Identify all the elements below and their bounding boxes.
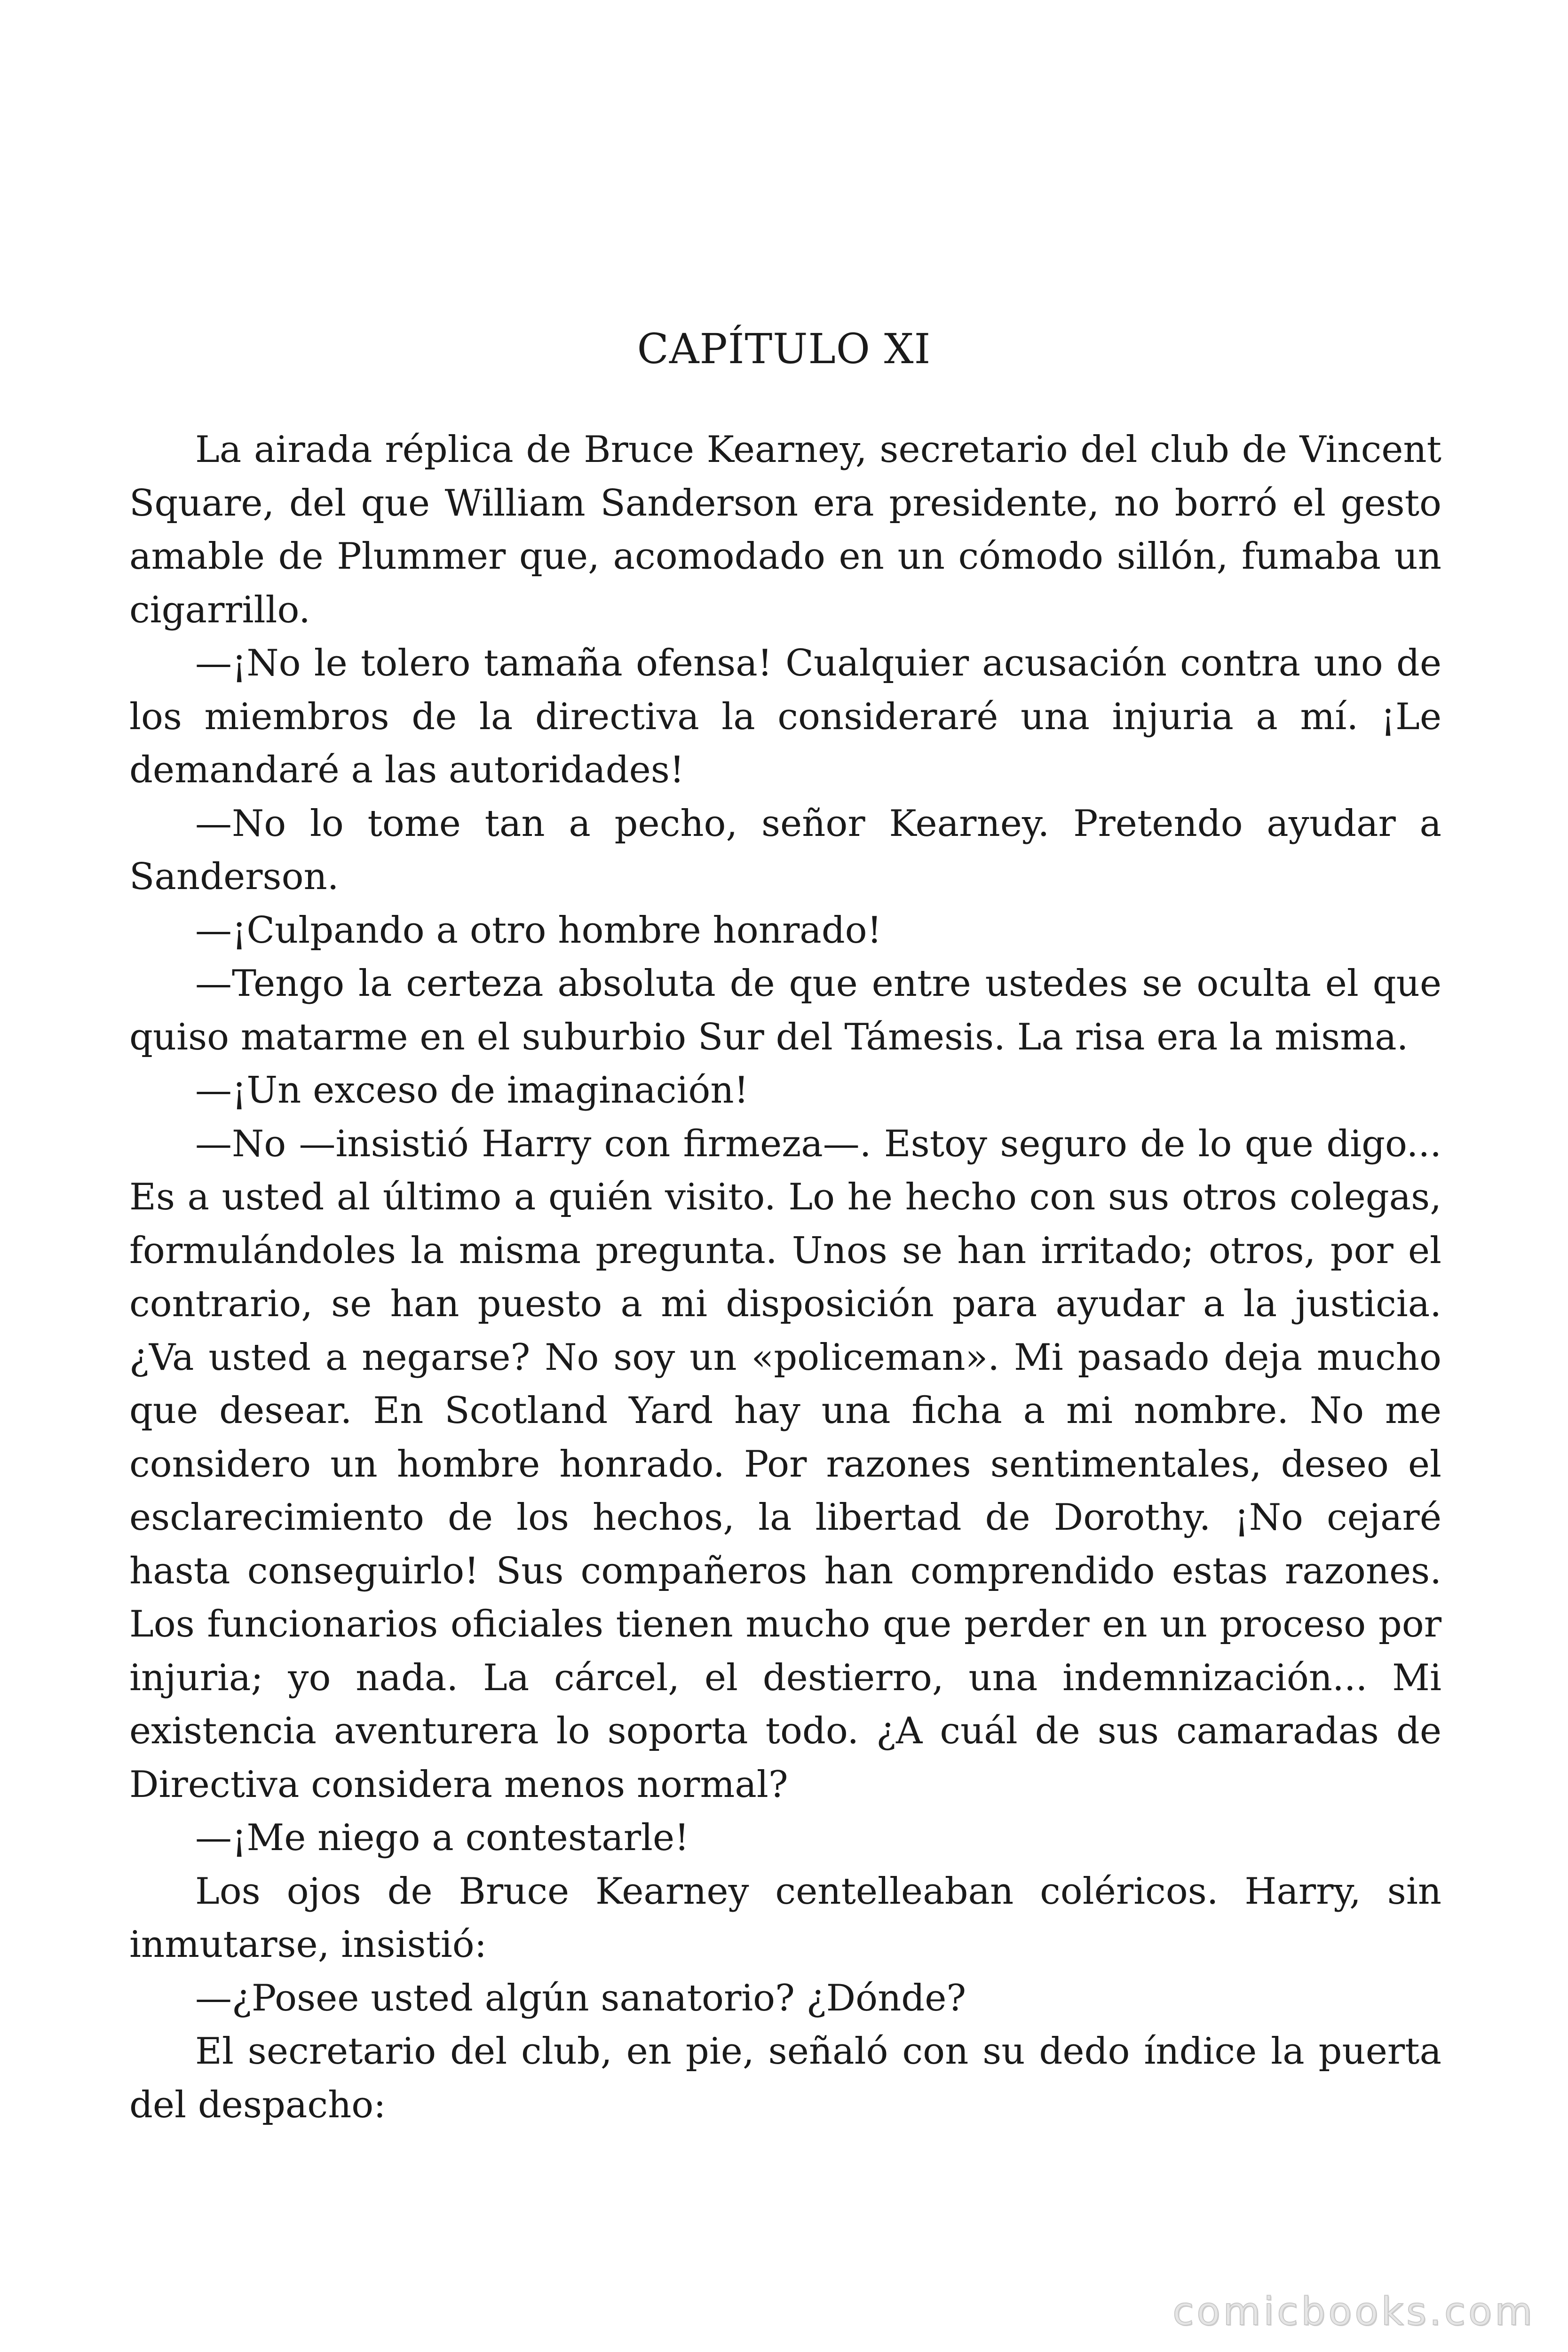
paragraph: —¿Posee usted algún sanatorio? ¿Dónde? [195,1977,966,2019]
paragraph: —No lo tome tan a pecho, señor Kearney. Pretendo ayudar a Sanderson. [129,802,1441,898]
chapter-title: CAPÍTULO XI [637,325,931,373]
paragraph: —¡Un exceso de imaginación! [195,1069,749,1112]
paragraph: La airada réplica de Bruce Kearney, secretario del club de Vincent Square, del que William Sanderson era presidente, no borró el gesto amable de Plummer que, acomodado en un cómodo sillón, fumaba un cigarrillo. [129,429,1441,631]
paragraph: —Tengo la certeza absoluta de que entre ustedes se oculta el que quiso matarme en el suburbio Sur del Támesis. La risa era la misma. [129,962,1441,1058]
paragraph: —¡No le tolero tamaña ofensa! Cualquier acusación contra uno de los miembros de la directiva la consideraré una injuria a mí. ¡Le demandaré a las autoridades! [129,642,1441,791]
chapter-body [129,423,1441,2132]
paragraph: El secretario del club, en pie, señaló con su dedo índice la puerta del despacho: [129,2030,1441,2126]
paragraph: —¡Culpando a otro hombre honrado! [195,909,882,952]
paragraph: Los ojos de Bruce Kearney centelleaban coléricos. Harry, sin inmutarse, insistió: [129,1870,1441,1966]
paragraph: —¡Me niego a contestarle! [195,1817,689,1859]
watermark: comicbooks.com [1172,2289,1535,2334]
paragraph: —No —insistió Harry con firmeza—. Estoy seguro de lo que digo... Es a usted al último a quién visito. Lo he hecho con sus otros colegas, formulándoles la misma pregunta. Unos se han irritado; otros, por el contrario, se han puesto a mi disposición para ayudar a la justicia. ¿Va usted a negarse? No soy un «policeman». Mi pasado deja mucho que desear. En Scotland Yard hay una ficha a mi nombre. No me considero un hombre honrado. Por razones sentimentales, deseo el esclarecimiento de los hechos, la libertad de Dorothy. ¡No cejaré hasta conseguirlo! Sus compañeros han comprendido estas razones. Los funcionarios oficiales tienen mucho que perder en un proceso por injuria; yo nada. La cárcel, el destierro, una indemnización... Mi existencia aventurera lo soporta todo. ¿A cuál de sus camaradas de Directiva considera menos normal? [129,1122,1441,1806]
